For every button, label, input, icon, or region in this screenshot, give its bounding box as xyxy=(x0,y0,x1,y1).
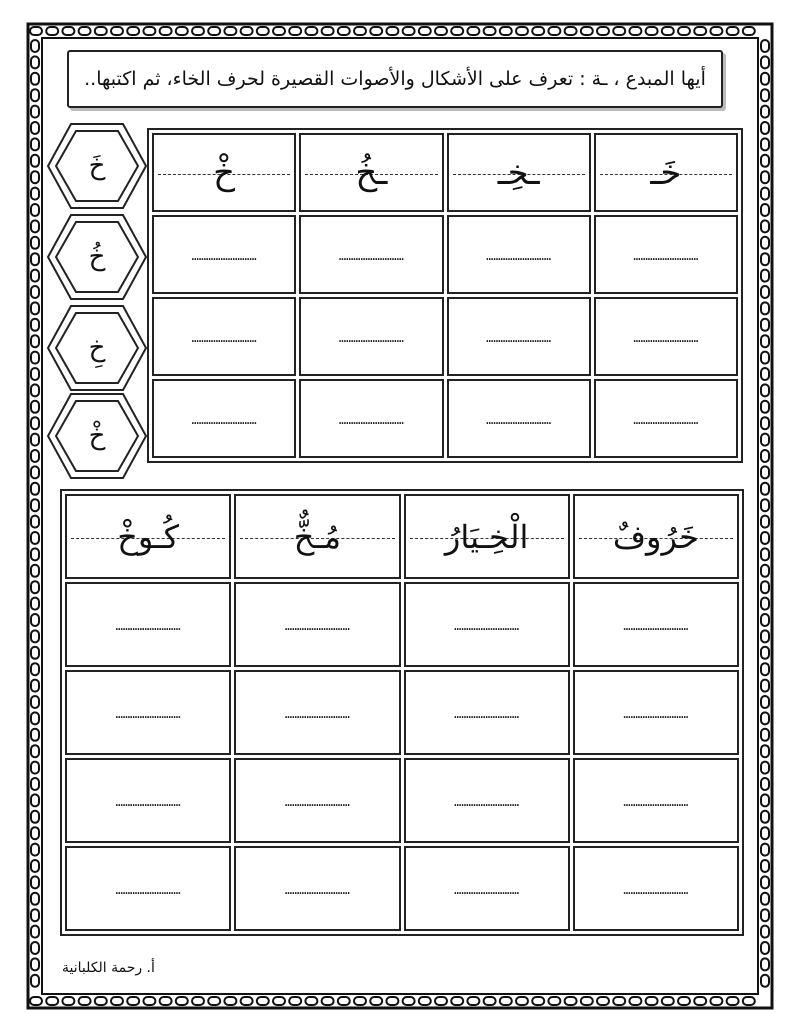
letter-form: خَـ xyxy=(650,152,682,193)
word: كُـوخْ xyxy=(117,517,180,556)
hexagon-damma xyxy=(46,213,148,301)
writing-cell[interactable]: ……………………… xyxy=(447,215,591,294)
hexagon-label: خْ xyxy=(88,421,106,451)
writing-cell[interactable]: ……………………… xyxy=(65,670,231,755)
hexagon-sukun xyxy=(46,392,148,480)
hexagon-fatha xyxy=(46,122,148,210)
header-cell xyxy=(65,494,231,579)
header-cell xyxy=(447,133,591,212)
writing-cell[interactable]: ……………………… xyxy=(404,846,570,931)
writing-cell[interactable]: ……………………… xyxy=(573,758,739,843)
writing-cell[interactable]: ……………………… xyxy=(573,670,739,755)
writing-cell[interactable]: ……………………… xyxy=(152,297,296,376)
hexagon-label: خُ xyxy=(88,242,106,272)
instruction-text: أيها المبدع ، ـة : تعرف على الأشكال والأصوات القصيرة لحرف الخاء، ثم اكتبها.. xyxy=(84,68,706,90)
table-row xyxy=(65,670,739,755)
writing-cell[interactable]: ……………………… xyxy=(594,297,738,376)
letter-forms-table xyxy=(147,128,743,463)
table-row xyxy=(65,758,739,843)
table-row xyxy=(65,582,739,667)
table-header-row xyxy=(152,133,738,212)
header-cell xyxy=(594,133,738,212)
word: مُـخٌّ xyxy=(293,517,341,556)
table-row xyxy=(152,297,738,376)
writing-cell[interactable]: ……………………… xyxy=(404,670,570,755)
writing-cell[interactable]: ……………………… xyxy=(447,297,591,376)
writing-cell[interactable]: ……………………… xyxy=(447,379,591,458)
writing-cell[interactable]: ……………………… xyxy=(234,846,400,931)
words-table xyxy=(60,489,744,936)
header-cell xyxy=(152,133,296,212)
writing-cell[interactable]: ……………………… xyxy=(573,846,739,931)
table-row xyxy=(152,215,738,294)
writing-cell[interactable]: ……………………… xyxy=(152,215,296,294)
writing-cell[interactable]: ……………………… xyxy=(299,215,443,294)
writing-cell[interactable]: ……………………… xyxy=(65,846,231,931)
table-row xyxy=(65,846,739,931)
writing-cell[interactable]: ……………………… xyxy=(234,582,400,667)
letter-form: ـخِـ xyxy=(497,152,540,193)
writing-cell[interactable]: ……………………… xyxy=(65,582,231,667)
writing-cell[interactable]: ……………………… xyxy=(573,582,739,667)
letter-form: خْ xyxy=(213,152,236,193)
writing-cell[interactable]: ……………………… xyxy=(299,379,443,458)
letter-form: ـخُ xyxy=(355,152,388,193)
hexagon-label: خَ xyxy=(88,151,106,181)
writing-cell[interactable]: ……………………… xyxy=(65,758,231,843)
header-cell xyxy=(234,494,400,579)
table-header-row xyxy=(65,494,739,579)
writing-cell[interactable]: ……………………… xyxy=(594,379,738,458)
table-row xyxy=(152,379,738,458)
writing-cell[interactable]: ……………………… xyxy=(299,297,443,376)
writing-cell[interactable]: ……………………… xyxy=(234,670,400,755)
hexagon-kasra xyxy=(46,304,148,392)
header-cell xyxy=(404,494,570,579)
instruction-box xyxy=(67,50,723,108)
writing-cell[interactable]: ……………………… xyxy=(404,582,570,667)
author-credit: أ. رحمة الكلبانية xyxy=(62,960,155,976)
header-cell xyxy=(299,133,443,212)
header-cell xyxy=(573,494,739,579)
writing-cell[interactable]: ……………………… xyxy=(234,758,400,843)
writing-cell[interactable]: ……………………… xyxy=(152,379,296,458)
word: خَرُوفٌ xyxy=(612,517,699,556)
word: الْخِـيَارُ xyxy=(444,517,529,556)
writing-cell[interactable]: ……………………… xyxy=(594,215,738,294)
hexagon-label: خِ xyxy=(88,333,106,363)
writing-cell[interactable]: ……………………… xyxy=(404,758,570,843)
